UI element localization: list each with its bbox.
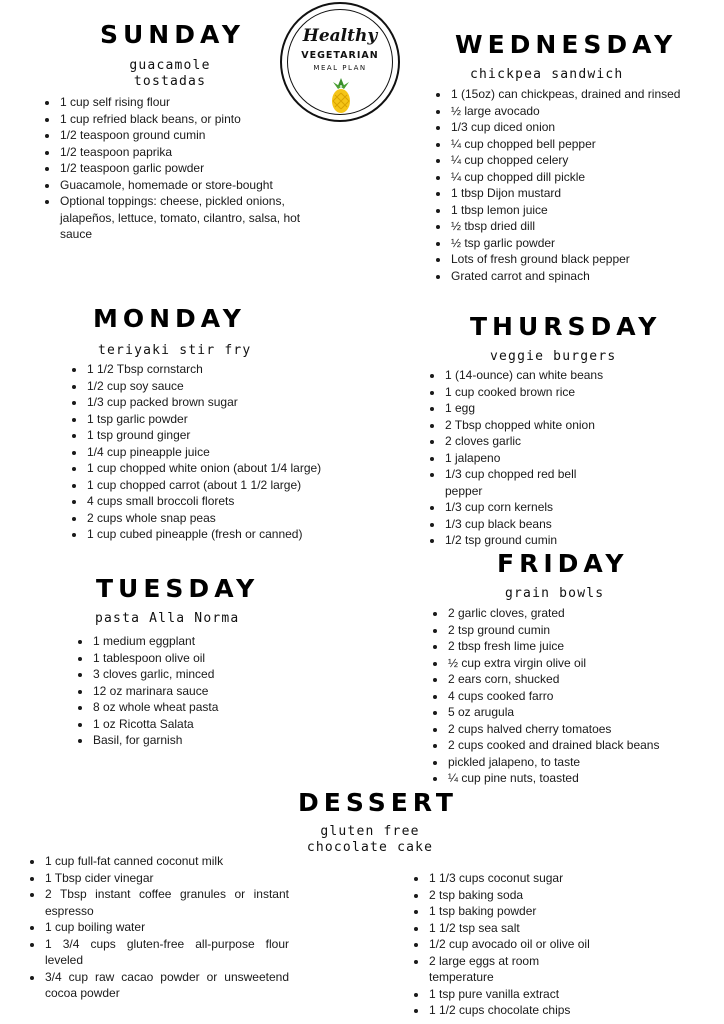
ingredient-item: • 2 Tbsp instant coffee granules or instant espresso	[44, 886, 289, 919]
ingredient-item: • 1 tbsp lemon juice	[450, 202, 724, 219]
ingredient-item: • 1 cup refried black beans, or pinto	[59, 111, 321, 128]
day-heading-friday: FRIDAY	[497, 549, 629, 578]
ingredient-item: • 1/2 teaspoon ground cumin	[59, 127, 321, 144]
ingredient-list-sunday	[43, 94, 321, 243]
ingredient-item: • 1 cup chopped carrot (about 1 1/2 large)	[86, 477, 326, 494]
ingredient-item: • 1 cup chopped white onion (about 1/4 large)	[86, 460, 326, 477]
ingredient-item: • 1 tsp baking powder	[428, 903, 603, 920]
logo-main-text: VEGETARIAN	[301, 50, 379, 61]
ingredient-item: • 1 (14-ounce) can white beans	[444, 367, 612, 384]
ingredient-item: • 4 cups small broccoli florets	[86, 493, 326, 510]
ingredient-item: • 1/2 cup soy sauce	[86, 378, 326, 395]
ingredient-item: • 1 egg	[444, 400, 612, 417]
ingredient-item: • 1 1/2 tsp sea salt	[428, 920, 603, 937]
ingredient-item: • 3/4 cup raw cacao powder or unsweetend cocoa powder	[44, 969, 289, 1002]
dish-title-tuesday: pasta Alla Norma	[95, 611, 240, 626]
ingredient-item: • 1 tsp ground ginger	[86, 427, 326, 444]
ingredient-item: • 1/3 cup packed brown sugar	[86, 394, 326, 411]
ingredient-list-dessert-right	[412, 870, 603, 1019]
ingredient-item: • 3 cloves garlic, minced	[92, 666, 237, 683]
ingredient-item: • 1 tbsp Dijon mustard	[450, 185, 724, 202]
dish-title-wednesday: chickpea sandwich	[470, 67, 624, 82]
dish-title-friday: grain bowls	[505, 586, 605, 601]
ingredient-item: • 1 cup cubed pineapple (fresh or canned)	[86, 526, 326, 543]
ingredient-item: • 1 medium eggplant	[92, 633, 237, 650]
ingredient-item: • 1/4 cup pineapple juice	[86, 444, 326, 461]
ingredient-item: • ¼ cup chopped celery	[450, 152, 724, 169]
ingredient-item: • 2 Tbsp chopped white onion	[444, 417, 612, 434]
logo-script-text: Healthy	[302, 26, 378, 46]
ingredient-item: • 1 1/2 cups chocolate chips	[428, 1002, 603, 1019]
ingredient-item: • pickled jalapeno, to taste	[447, 754, 724, 771]
ingredient-item: • 1 cup full-fat canned coconut milk	[44, 853, 289, 870]
ingredient-item: • 2 ears corn, shucked	[447, 671, 724, 688]
ingredient-item: • 1/3 cup corn kernels	[444, 499, 612, 516]
day-heading-tuesday: TUESDAY	[96, 574, 260, 603]
ingredient-item: • 1 cup boiling water	[44, 919, 289, 936]
ingredient-item: • 2 cups whole snap peas	[86, 510, 326, 527]
ingredient-item: • ½ tbsp dried dill	[450, 218, 724, 235]
ingredient-item: • 1/3 cup black beans	[444, 516, 612, 533]
ingredient-item: • 1/2 cup avocado oil or olive oil	[428, 936, 603, 953]
ingredient-item: • 1 tsp garlic powder	[86, 411, 326, 428]
ingredient-item: • ¼ cup chopped bell pepper	[450, 136, 724, 153]
ingredient-item: • 1 Tbsp cider vinegar	[44, 870, 289, 887]
ingredient-item: • 1 (15oz) can chickpeas, drained and rinsed	[450, 86, 724, 103]
ingredient-item: • 2 tsp baking soda	[428, 887, 603, 904]
ingredient-item: • 1 tsp pure vanilla extract	[428, 986, 603, 1003]
ingredient-item: • Guacamole, homemade or store-bought	[59, 177, 321, 194]
ingredient-item: • 1 3/4 cups gluten-free all-purpose flour leveled	[44, 936, 289, 969]
ingredient-item: • 1 jalapeno	[444, 450, 612, 467]
ingredient-item: • 4 cups cooked farro	[447, 688, 724, 705]
ingredient-item: • 2 cups halved cherry tomatoes	[447, 721, 724, 738]
day-heading-monday: MONDAY	[93, 304, 246, 333]
ingredient-item: • 2 large eggs at room temperature	[428, 953, 603, 986]
ingredient-item: • Grated carrot and spinach	[450, 268, 724, 285]
ingredient-item: • 2 garlic cloves, grated	[447, 605, 724, 622]
ingredient-item: • ¼ cup pine nuts, toasted	[447, 770, 724, 787]
ingredient-item: • ½ cup extra virgin olive oil	[447, 655, 724, 672]
day-heading-thursday: THURSDAY	[470, 312, 662, 341]
dish-title-monday: teriyaki stir fry	[98, 343, 252, 358]
ingredient-item: • 1 cup self rising flour	[59, 94, 321, 111]
ingredient-item: • ½ tsp garlic powder	[450, 235, 724, 252]
ingredient-list-monday	[70, 361, 326, 543]
dish-title-thursday: veggie burgers	[490, 349, 617, 364]
ingredient-item: • Optional toppings: cheese, pickled onions, jalapeños, lettuce, tomato, cilantro, salsa, hot sauce	[59, 193, 321, 243]
ingredient-item: • 1/3 cup chopped red bell pepper	[444, 466, 612, 499]
ingredient-item: • 2 cups cooked and drained black beans	[447, 737, 724, 754]
ingredient-item: • 2 tbsp fresh lime juice	[447, 638, 724, 655]
ingredient-item: • 1 oz Ricotta Salata	[92, 716, 237, 733]
ingredient-item: • ½ large avocado	[450, 103, 724, 120]
dish-title-sunday	[110, 58, 230, 90]
dish-line: guacamole	[129, 58, 211, 73]
ingredient-item: • Basil, for garnish	[92, 732, 237, 749]
ingredient-item: • 1 cup cooked brown rice	[444, 384, 612, 401]
ingredient-item: • 1/2 teaspoon garlic powder	[59, 160, 321, 177]
ingredient-item: • 2 cloves garlic	[444, 433, 612, 450]
ingredient-item: • Lots of fresh ground black pepper	[450, 251, 724, 268]
ingredient-item: • 1 tablespoon olive oil	[92, 650, 237, 667]
day-heading-wednesday: WEDNESDAY	[455, 30, 678, 59]
ingredient-item: • 1 1/3 cups coconut sugar	[428, 870, 603, 887]
ingredient-item: • 5 oz arugula	[447, 704, 724, 721]
ingredient-list-dessert-left	[28, 853, 289, 1002]
ingredient-item: • 1/2 tsp ground cumin	[444, 532, 612, 549]
dish-title-dessert	[290, 824, 450, 856]
dish-line: chocolate cake	[306, 840, 434, 855]
logo-sub-text: MEAL PLAN	[313, 64, 367, 72]
ingredient-item: • 1 1/2 Tbsp cornstarch	[86, 361, 326, 378]
ingredient-item: • 12 oz marinara sauce	[92, 683, 237, 700]
day-heading-dessert: DESSERT	[298, 788, 458, 817]
ingredient-list-tuesday	[76, 633, 237, 749]
ingredient-list-wednesday	[434, 86, 724, 284]
dish-line: tostadas	[133, 74, 207, 89]
ingredient-item: • 1/2 teaspoon paprika	[59, 144, 321, 161]
ingredient-item: • 2 tsp ground cumin	[447, 622, 724, 639]
ingredient-list-friday	[431, 605, 724, 787]
ingredient-item: • ¼ cup chopped dill pickle	[450, 169, 724, 186]
dish-line: gluten free	[320, 824, 420, 839]
ingredient-item: • 1/3 cup diced onion	[450, 119, 724, 136]
pineapple-icon	[326, 76, 356, 114]
ingredient-list-thursday	[428, 367, 612, 549]
day-heading-sunday: SUNDAY	[100, 20, 246, 49]
ingredient-item: • 8 oz whole wheat pasta	[92, 699, 237, 716]
